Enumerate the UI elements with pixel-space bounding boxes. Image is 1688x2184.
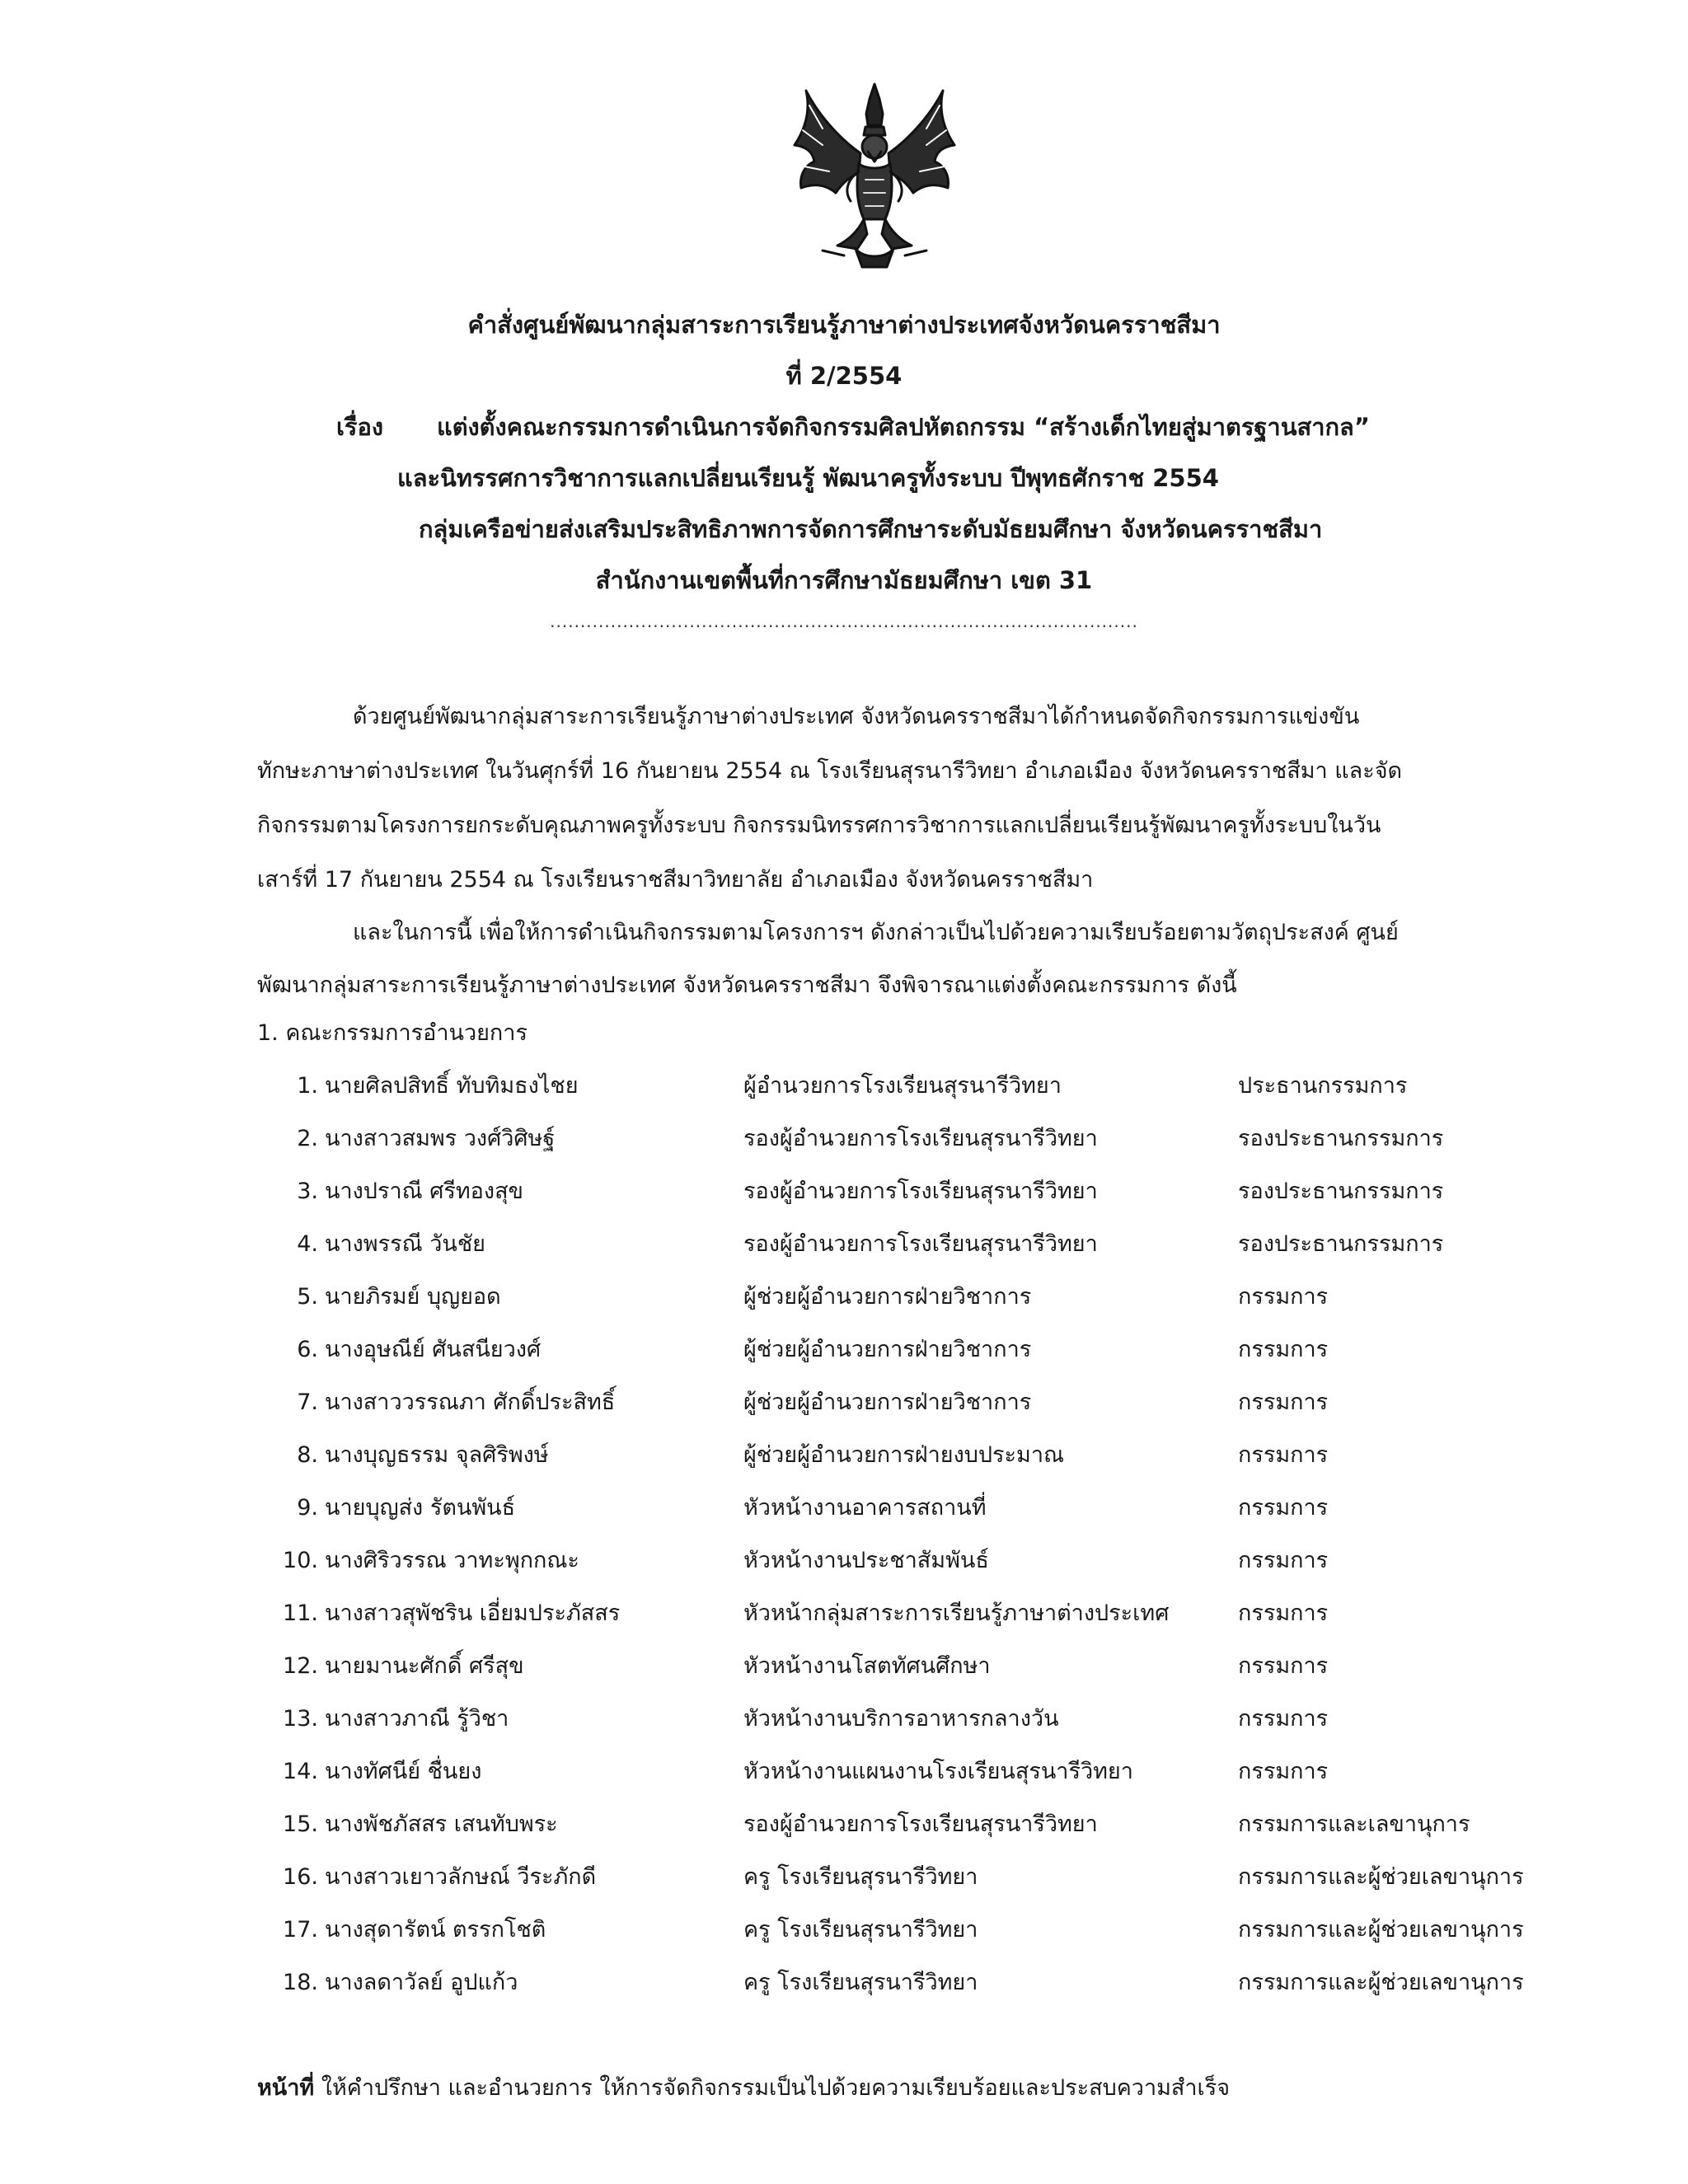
paragraph-1-line-4: เสาร์ที่ 17 กันยายน 2554 ณ โรงเรียนราชสีมาวิทยาลัย อำเภอเมือง จังหวัดนครราชสีมา <box>257 867 1094 893</box>
member-role: กรรมการ <box>1238 1601 1329 1626</box>
list-item <box>0 1490 1688 1543</box>
member-role: กรรมการ <box>1238 1337 1329 1362</box>
subject-label: เรื่อง <box>336 413 384 441</box>
member-name: นายศิลปสิทธิ์ ทับทิมธงไชย <box>325 1073 579 1099</box>
member-position: หัวหน้างานบริการอาหารกลางวัน <box>743 1706 1059 1732</box>
member-role: กรรมการ <box>1238 1548 1329 1573</box>
list-item <box>0 1174 1688 1226</box>
member-name: นางปราณี ศรีทองสุข <box>325 1179 524 1204</box>
member-role: กรรมการและผู้ช่วยเลขานุการ <box>1238 1970 1524 1995</box>
paragraph-2-line-1: และในการนี้ เพื่อให้การดำเนินกิจกรรมตามโครงการฯ ดังกล่าวเป็นไปด้วยความเรียบร้อยตามวัตถุประสงค์ ศูนย์ <box>353 920 1399 945</box>
item-number: 16. <box>283 1864 318 1890</box>
member-position: รองผู้อำนวยการโรงเรียนสุรนารีวิทยา <box>743 1179 1098 1204</box>
item-number: 15. <box>283 1811 318 1837</box>
member-role: รองประธานกรรมการ <box>1238 1231 1444 1257</box>
member-role: กรรมการ <box>1238 1653 1329 1679</box>
member-name: นางลดาวัลย์ อูปแก้ว <box>325 1970 518 1995</box>
member-role: กรรมการและผู้ช่วยเลขานุการ <box>1238 1917 1524 1943</box>
item-number: 8. <box>297 1442 318 1468</box>
member-role: กรรมการและผู้ช่วยเลขานุการ <box>1238 1864 1524 1890</box>
member-name: นางทัศนีย์ ชื่นยง <box>325 1759 482 1784</box>
member-name: นางพรรณี วันชัย <box>325 1231 485 1257</box>
member-name: นางสุดารัตน์ ตรรกโชติ <box>325 1917 546 1943</box>
item-number: 3. <box>297 1179 318 1204</box>
member-position: ผู้ช่วยผู้อำนวยการฝ่ายวิชาการ <box>743 1337 1032 1362</box>
member-role: กรรมการ <box>1238 1495 1329 1521</box>
duty-label: หน้าที่ <box>257 2075 315 2101</box>
subject-line-2: และนิทรรศการวิชาการแลกเปลี่ยนเรียนรู้ พัฒนาครูทั้งระบบ ปีพุทธศักราช 2554 <box>397 464 1219 492</box>
item-number: 4. <box>297 1231 318 1257</box>
list-item <box>0 1807 1688 1859</box>
item-number: 6. <box>297 1337 318 1362</box>
member-name: นางสาวสุพัชริน เอี่ยมประภัสสร <box>325 1601 621 1626</box>
member-name: นายบุญส่ง รัตนพันธ์ <box>325 1495 516 1521</box>
item-number: 18. <box>283 1970 318 1995</box>
member-role: ประธานกรรมการ <box>1238 1073 1408 1099</box>
header-divider: ................................................................................................. <box>550 612 1138 631</box>
subject-line-3: กลุ่มเครือข่ายส่งเสริมประสิทธิภาพการจัดการศึกษาระดับมัธยมศึกษา จังหวัดนครราชสีมา <box>419 515 1323 543</box>
list-item <box>0 1912 1688 1965</box>
duty-text: ให้คำปรึกษา และอำนวยการ ให้การจัดกิจกรรมเป็นไปด้วยความเรียบร้อยและประสบความสำเร็จ <box>314 2075 1231 2101</box>
member-role: กรรมการและเลขานุการ <box>1238 1811 1470 1837</box>
member-role: กรรมการ <box>1238 1284 1329 1310</box>
list-item <box>0 1068 1688 1121</box>
member-name: นางสาวภาณี รู้วิชา <box>325 1706 509 1732</box>
member-position: รองผู้อำนวยการโรงเรียนสุรนารีวิทยา <box>743 1231 1098 1257</box>
member-name: นางบุญธรรม จุลศิริพงษ์ <box>325 1442 549 1468</box>
member-position: หัวหน้ากลุ่มสาระการเรียนรู้ภาษาต่างประเทศ <box>743 1601 1170 1626</box>
item-number: 17. <box>283 1917 318 1943</box>
list-item <box>0 1332 1688 1385</box>
list-item <box>0 1859 1688 1912</box>
duty-statement <box>257 2070 1230 2107</box>
list-item <box>0 1754 1688 1807</box>
member-position: ผู้ช่วยผู้อำนวยการฝ่ายงบประมาณ <box>743 1442 1065 1468</box>
member-position: ครู โรงเรียนสุรนารีวิทยา <box>743 1970 978 1995</box>
item-number: 11. <box>283 1601 318 1626</box>
list-item <box>0 1543 1688 1596</box>
paragraph-2-line-2: พัฒนากลุ่มสาระการเรียนรู้ภาษาต่างประเทศ จังหวัดนครราชสีมา จึงพิจารณาแต่งตั้งคณะกรรมการ ดังนี้ <box>257 972 1237 998</box>
member-position: ผู้ช่วยผู้อำนวยการฝ่ายวิชาการ <box>743 1390 1032 1415</box>
member-position: ครู โรงเรียนสุรนารีวิทยา <box>743 1917 978 1943</box>
member-position: ผู้ช่วยผู้อำนวยการฝ่ายวิชาการ <box>743 1284 1032 1310</box>
member-name: นางศิริวรรณ วาทะพุกกณะ <box>325 1548 579 1573</box>
list-item <box>0 1701 1688 1754</box>
item-number: 2. <box>297 1126 318 1151</box>
item-number: 1. <box>297 1073 318 1099</box>
member-position: หัวหน้างานแผนงานโรงเรียนสุรนารีวิทยา <box>743 1759 1133 1784</box>
subject-line-4: สำนักงานเขตพื้นที่การศึกษามัธยมศึกษา เขต 31 <box>595 566 1093 594</box>
list-item <box>0 1121 1688 1174</box>
list-item <box>0 1648 1688 1701</box>
member-role: กรรมการ <box>1238 1442 1329 1468</box>
list-item <box>0 1437 1688 1490</box>
member-position: รองผู้อำนวยการโรงเรียนสุรนารีวิทยา <box>743 1126 1098 1151</box>
member-name: นางพัชภัสสร เสนทับพระ <box>325 1811 558 1837</box>
list-item <box>0 1279 1688 1332</box>
paragraph-1-line-1: ด้วยศูนย์พัฒนากลุ่มสาระการเรียนรู้ภาษาต่างประเทศ จังหวัดนครราชสีมาได้กำหนดจัดกิจกรรมการแข่งขัน <box>353 704 1360 729</box>
member-position: รองผู้อำนวยการโรงเรียนสุรนารีวิทยา <box>743 1811 1098 1837</box>
member-name: นายมานะศักดิ์ ศรีสุข <box>325 1653 524 1679</box>
member-role: รองประธานกรรมการ <box>1238 1179 1444 1204</box>
list-item <box>0 1385 1688 1437</box>
list-item <box>0 1965 1688 2018</box>
member-name: นางอุษณีย์ ศันสนียวงศ์ <box>325 1337 542 1362</box>
member-name: นางสาววรรณภา ศักดิ์ประสิทธิ์ <box>325 1390 616 1415</box>
item-number: 12. <box>283 1653 318 1679</box>
section-heading: 1. คณะกรรมการอำนวยการ <box>257 1020 528 1046</box>
item-number: 14. <box>283 1759 318 1784</box>
member-name: นางสาวเยาวลักษณ์ วีระภักดี <box>325 1864 597 1890</box>
member-name: นางสาวสมพร วงศ์วิศิษฐ์ <box>325 1126 556 1151</box>
item-number: 9. <box>297 1495 318 1521</box>
paragraph-1-line-3: กิจกรรมตามโครงการยกระดับคุณภาพครูทั้งระบบ กิจกรรมนิทรรศการวิชาการแลกเปลี่ยนเรียนรู้พัฒนาครูทั้งระบบในวัน <box>257 813 1381 838</box>
order-title: คำสั่งศูนย์พัฒนากลุ่มสาระการเรียนรู้ภาษาต่างประเทศจังหวัดนครราชสีมา <box>467 311 1221 339</box>
member-role: กรรมการ <box>1238 1706 1329 1732</box>
item-number: 10. <box>283 1548 318 1573</box>
item-number: 7. <box>297 1390 318 1415</box>
subject-line-1: แต่งตั้งคณะกรรมการดำเนินการจัดกิจกรรมศิลปหัตถกรรม “สร้างเด็กไทยสู่มาตรฐานสากล” <box>437 413 1370 441</box>
member-position: ผู้อำนวยการโรงเรียนสุรนารีวิทยา <box>743 1073 1062 1099</box>
paragraph-1-line-2: ทักษะภาษาต่างประเทศ ในวันศุกร์ที่ 16 กันยายน 2554 ณ โรงเรียนสุรนารีวิทยา อำเภอเมือง จังหวัดนครราชสีมา และจัด <box>257 758 1403 784</box>
member-position: ครู โรงเรียนสุรนารีวิทยา <box>743 1864 978 1890</box>
member-role: รองประธานกรรมการ <box>1238 1126 1444 1151</box>
member-role: กรรมการ <box>1238 1390 1329 1415</box>
order-number: ที่ 2/2554 <box>785 362 903 390</box>
member-role: กรรมการ <box>1238 1759 1329 1784</box>
member-name: นายภิรมย์ บุญยอด <box>325 1284 501 1310</box>
item-number: 5. <box>297 1284 318 1310</box>
item-number: 13. <box>283 1706 318 1732</box>
member-position: หัวหน้างานโสตทัศนศึกษา <box>743 1653 991 1679</box>
list-item <box>0 1596 1688 1648</box>
list-item <box>0 1226 1688 1279</box>
member-position: หัวหน้างานอาคารสถานที่ <box>743 1495 987 1521</box>
garuda-emblem-icon <box>790 81 959 270</box>
member-position: หัวหน้างานประชาสัมพันธ์ <box>743 1548 989 1573</box>
